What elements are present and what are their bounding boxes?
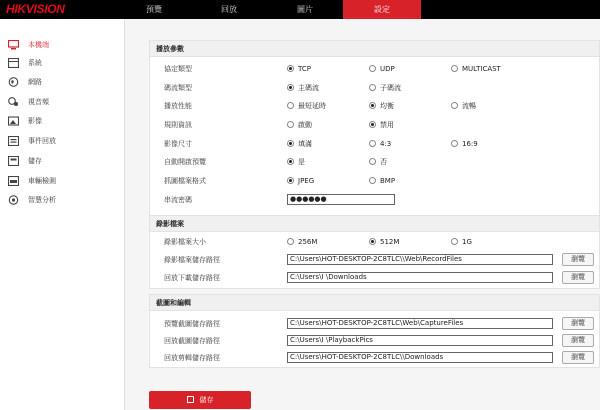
- top-navigation-bar: [0, 0, 600, 19]
- field-label: 抓圖檔案格式: [164, 177, 206, 185]
- sidebar-item-event[interactable]: [0, 132, 124, 150]
- field-label: 影像尺寸: [164, 140, 192, 148]
- preview-snapshot-row: [150, 317, 600, 331]
- radio-icon: [369, 158, 376, 165]
- field-label: 回放下載儲存路徑: [164, 274, 220, 282]
- field-label: 回放截圖儲存路徑: [164, 337, 220, 345]
- record-file-panel: [149, 215, 600, 289]
- radio-icon: [451, 238, 458, 245]
- browse-button[interactable]: 瀏覽: [562, 334, 594, 347]
- event-icon: [8, 136, 19, 146]
- radio-icon: [451, 102, 458, 109]
- monitor-icon: [8, 40, 19, 50]
- browse-button[interactable]: 瀏覽: [562, 351, 594, 364]
- playback-snapshot-path-input[interactable]: C:\Users\I \PlaybackPics: [287, 335, 553, 346]
- browse-button[interactable]: 瀏覽: [562, 271, 594, 284]
- radio-shortest-delay[interactable]: 最短延時: [287, 99, 326, 113]
- radio-1g[interactable]: 1G: [451, 235, 472, 249]
- radio-fill[interactable]: 填滿: [287, 137, 312, 151]
- sidebar-item-label: 事件回放: [28, 137, 56, 145]
- smart-analysis-icon: [8, 195, 19, 205]
- field-label: 自動開啟預覽: [164, 158, 206, 166]
- tab-picture[interactable]: 圖片: [297, 5, 313, 14]
- radio-512m[interactable]: 512M: [369, 235, 399, 249]
- stream-password-row: [150, 193, 600, 207]
- stream-password-input[interactable]: ●●●●●●: [287, 194, 395, 205]
- sidebar-item-label: 影像: [28, 117, 42, 125]
- radio-icon: [451, 140, 458, 147]
- radio-256m[interactable]: 256M: [287, 235, 317, 249]
- clip-path-input[interactable]: C:\Users\HOT-DESKTOP-2C8TLC\\Downloads: [287, 352, 553, 363]
- radio-selected-icon: [369, 102, 376, 109]
- field-label: 碼流類型: [164, 84, 192, 92]
- save-label: 儲存: [199, 396, 214, 404]
- radio-balanced[interactable]: 均衡: [369, 99, 394, 113]
- sidebar: [0, 19, 125, 410]
- preview-snapshot-path-input[interactable]: C:\Users\HOT-DESKTOP-2C8TLC\Web\CaptureFiles: [287, 318, 553, 329]
- radio-sub-stream[interactable]: 子碼流: [369, 81, 401, 95]
- radio-16-9[interactable]: 16:9: [451, 137, 478, 151]
- sidebar-item-video-audio[interactable]: [0, 93, 124, 111]
- field-label: 規則資訊: [164, 121, 192, 129]
- radio-4-3[interactable]: 4:3: [369, 137, 391, 151]
- sidebar-item-label: 智慧分析: [28, 196, 56, 204]
- radio-icon: [287, 102, 294, 109]
- sidebar-item-label: 視音頻: [28, 98, 49, 106]
- radio-jpeg[interactable]: JPEG: [287, 174, 314, 188]
- sidebar-item-smart-analysis[interactable]: [0, 191, 124, 209]
- video-audio-icon: [8, 97, 19, 107]
- radio-multicast[interactable]: MULTICAST: [451, 62, 501, 76]
- download-path-row: [150, 271, 600, 285]
- tab-playback[interactable]: 回放: [221, 5, 237, 14]
- radio-icon: [369, 177, 376, 184]
- radio-udp[interactable]: UDP: [369, 62, 395, 76]
- radio-icon: [287, 238, 294, 245]
- tab-preview[interactable]: 預覽: [146, 5, 162, 14]
- field-label: 錄影檔案儲存路徑: [164, 256, 220, 264]
- radio-main-stream[interactable]: 主碼流: [287, 81, 319, 95]
- browse-button[interactable]: 瀏覽: [562, 253, 594, 266]
- save-button[interactable]: [149, 391, 251, 409]
- browse-button[interactable]: 瀏覽: [562, 317, 594, 330]
- radio-disable[interactable]: 禁用: [369, 118, 394, 132]
- radio-enable[interactable]: 啟動: [287, 118, 312, 132]
- system-icon: [8, 58, 19, 68]
- radio-no[interactable]: 否: [369, 155, 387, 169]
- save-icon: [187, 396, 194, 403]
- radio-selected-icon: [287, 140, 294, 147]
- vehicle-icon: [8, 176, 19, 186]
- live-view-panel: [149, 40, 600, 226]
- field-label: 預覽截圖儲存路徑: [164, 320, 220, 328]
- playback-snapshot-row: [150, 334, 600, 348]
- capture-clip-panel: [149, 294, 600, 368]
- field-label: 串流密碼: [164, 196, 192, 204]
- radio-selected-icon: [369, 238, 376, 245]
- radio-selected-icon: [287, 84, 294, 91]
- radio-selected-icon: [369, 121, 376, 128]
- image-icon: [8, 116, 19, 126]
- sidebar-item-network[interactable]: [0, 73, 124, 91]
- field-label: 錄影檔案大小: [164, 238, 206, 246]
- sidebar-item-system[interactable]: [0, 54, 124, 72]
- sidebar-item-label: 網路: [28, 78, 42, 86]
- sidebar-item-image[interactable]: [0, 112, 124, 130]
- sidebar-item-label: 車輛檢測: [28, 177, 56, 185]
- field-label: 協定類型: [164, 65, 192, 73]
- record-path-input[interactable]: C:\Users\HOT-DESKTOP-2C8TLC\\Web\RecordFiles: [287, 254, 553, 265]
- sidebar-item-label: 本機端: [28, 41, 49, 49]
- network-icon: [8, 77, 19, 87]
- record-size-row: [150, 235, 600, 249]
- settings-content: [125, 19, 600, 410]
- section-title: 錄影檔案: [150, 216, 599, 232]
- record-path-row: [150, 253, 600, 267]
- sidebar-item-vehicle[interactable]: [0, 172, 124, 190]
- storage-icon: [8, 156, 19, 166]
- radio-selected-icon: [287, 177, 294, 184]
- radio-fluent[interactable]: 流暢: [451, 99, 476, 113]
- download-path-input[interactable]: C:\Users\I \Downloads: [287, 272, 553, 283]
- sidebar-item-local[interactable]: [0, 36, 124, 54]
- hikvision-logo: HIKVISION: [6, 2, 65, 16]
- field-label: 回放剪輯儲存路徑: [164, 354, 220, 362]
- radio-icon: [287, 121, 294, 128]
- sidebar-item-storage[interactable]: [0, 152, 124, 170]
- clip-path-row: [150, 351, 600, 365]
- radio-selected-icon: [287, 65, 294, 72]
- section-title: 播放參數: [150, 41, 599, 57]
- sidebar-item-label: 系統: [28, 59, 42, 67]
- radio-icon: [369, 84, 376, 91]
- field-label: 播放性能: [164, 102, 192, 110]
- radio-tcp[interactable]: TCP: [287, 62, 311, 76]
- tab-settings[interactable]: 設定: [343, 0, 421, 19]
- radio-icon: [369, 140, 376, 147]
- radio-yes[interactable]: 是: [287, 155, 305, 169]
- radio-icon: [369, 65, 376, 72]
- section-title: 截圖和編輯: [150, 295, 599, 311]
- sidebar-item-label: 儲存: [28, 157, 42, 165]
- radio-selected-icon: [287, 158, 294, 165]
- radio-bmp[interactable]: BMP: [369, 174, 395, 188]
- radio-icon: [451, 65, 458, 72]
